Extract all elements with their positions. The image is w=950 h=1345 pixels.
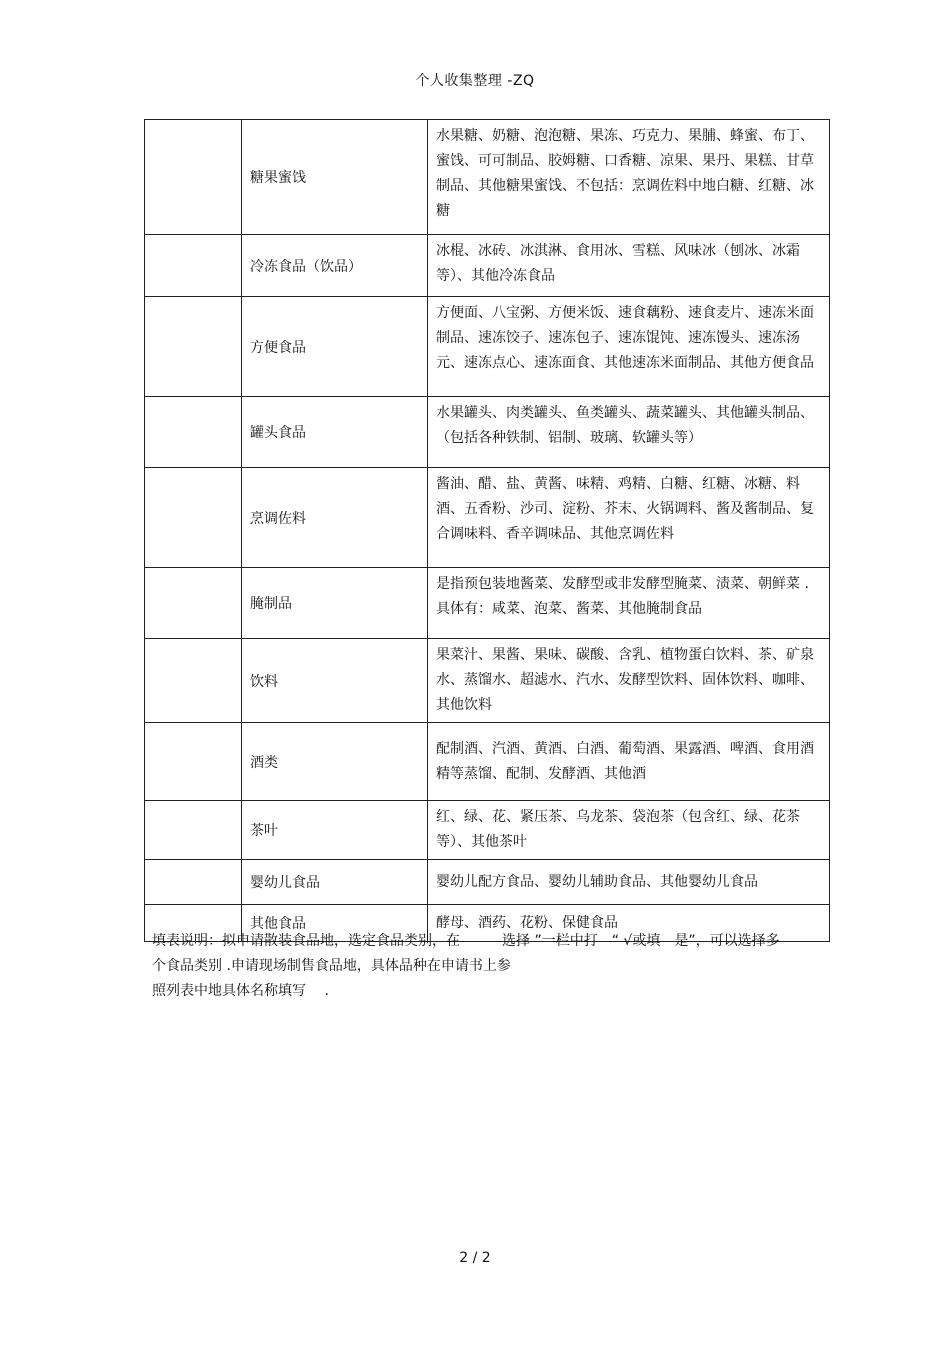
blank-cell: [145, 235, 242, 297]
description-cell: 冰棍、冰砖、冰淇淋、食用冰、雪糕、风味冰（刨冰、冰霜等）、其他冷冻食品: [428, 235, 830, 297]
table-row: [145, 568, 830, 639]
fill-instructions: [152, 929, 822, 1004]
blank-cell: [145, 723, 242, 801]
blank-cell: [145, 297, 242, 397]
table-row: [145, 801, 830, 860]
description-cell: 红、绿、花、紧压茶、乌龙茶、袋泡茶（包含红、绿、花茶等）、其他茶叶: [428, 801, 830, 860]
description-cell: 水果糖、奶糖、泡泡糖、果冻、巧克力、果脯、蜂蜜、布丁、蜜饯、可可制品、胶姆糖、口香糖、凉果、果丹、果糕、甘草制品、其他糖果蜜饯、不包括：烹调佐料中地白糖、红糖、冰糖: [428, 120, 830, 235]
blank-cell: [145, 568, 242, 639]
instruction-line: 填表说明：拟申请散装食品地，选定食品类别，在 选择 ”一栏中打 “ √或填 是”，可以选择多: [152, 933, 780, 949]
blank-cell: [145, 120, 242, 235]
food-category-table: [144, 119, 830, 942]
category-cell: 腌制品: [242, 568, 428, 639]
category-cell: 茶叶: [242, 801, 428, 860]
page-number: 2 / 2: [459, 1250, 491, 1266]
table-row: [145, 397, 830, 468]
category-cell: 糖果蜜饯: [242, 120, 428, 235]
category-cell: 烹调佐料: [242, 468, 428, 568]
description-cell: 水果罐头、肉类罐头、鱼类罐头、蔬菜罐头、其他罐头制品、（包括各种铁制、铝制、玻璃、软罐头等）: [428, 397, 830, 468]
table-row: [145, 860, 830, 905]
description-cell: 是指预包装地酱菜、发酵型或非发酵型腌菜、渍菜、朝鲜菜 .具体有：咸菜、泡菜、酱菜、其他腌制食品: [428, 568, 830, 639]
category-cell: 其他食品: [242, 905, 428, 942]
blank-cell: [145, 801, 242, 860]
table-row: [145, 297, 830, 397]
blank-cell: [145, 639, 242, 723]
page-header: 个人收集整理 -ZQ: [415, 73, 535, 89]
description-cell: 酱油、醋、盐、黄酱、味精、鸡精、白糖、红糖、冰糖、料酒、五香粉、沙司、淀粉、芥末、火锅调料、酱及酱制品、复合调味料、香辛调味品、其他烹调佐料: [428, 468, 830, 568]
instruction-line: 照列表中地具体名称填写 .: [152, 983, 329, 999]
table-row: [145, 723, 830, 801]
description-cell: 婴幼儿配方食品、婴幼儿辅助食品、其他婴幼儿食品: [428, 860, 830, 905]
table-row: [145, 639, 830, 723]
table-row: [145, 468, 830, 568]
blank-cell: [145, 397, 242, 468]
description-cell: 方便面、八宝粥、方便米饭、速食藕粉、速食麦片、速冻米面制品、速冻饺子、速冻包子、速冻馄饨、速冻馒头、速冻汤元、速冻点心、速冻面食、其他速冻米面制品、其他方便食品: [428, 297, 830, 397]
blank-cell: [145, 860, 242, 905]
description-cell: 配制酒、汽酒、黄酒、白酒、葡萄酒、果露酒、啤酒、食用酒精等蒸馏、配制、发酵酒、其他酒: [428, 723, 830, 801]
category-cell: 罐头食品: [242, 397, 428, 468]
table-row: [145, 235, 830, 297]
table-row: [145, 120, 830, 235]
category-cell: 方便食品: [242, 297, 428, 397]
category-cell: 婴幼儿食品: [242, 860, 428, 905]
description-cell: 果菜汁、果酱、果味、碳酸、含乳、植物蛋白饮料、茶、矿泉水、蒸馏水、超滤水、汽水、发酵型饮料、固体饮料、咖啡、其他饮料: [428, 639, 830, 723]
category-cell: 酒类: [242, 723, 428, 801]
blank-cell: [145, 468, 242, 568]
description-cell: 酵母、酒药、花粉、保健食品: [428, 905, 830, 942]
category-cell: 冷冻食品（饮品）: [242, 235, 428, 297]
category-cell: 饮料: [242, 639, 428, 723]
instruction-line: 个食品类别 .申请现场制售食品地，具体品种在申请书上参: [152, 958, 511, 974]
